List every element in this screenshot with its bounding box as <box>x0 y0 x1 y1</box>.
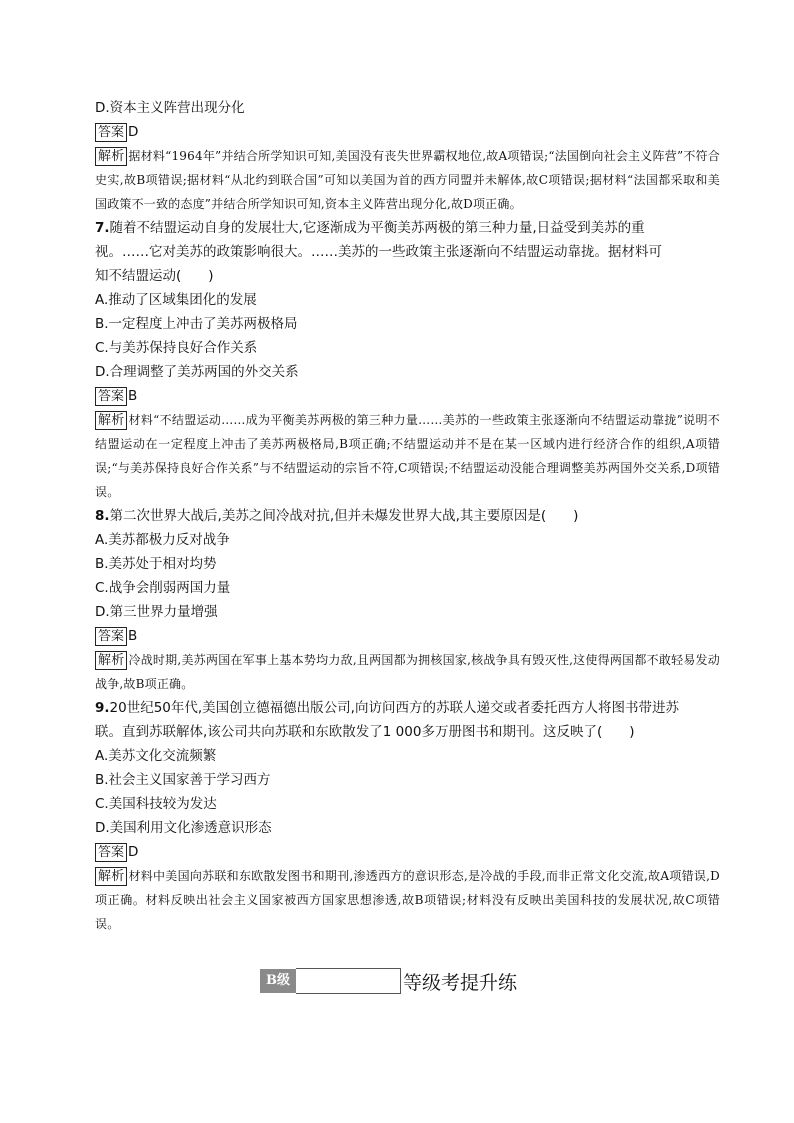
document-page <box>95 96 720 936</box>
q7-stem <box>95 216 720 240</box>
q9-option-a: A.美苏文化交流频繁 <box>95 748 217 764</box>
answer-value: B <box>128 388 138 404</box>
answer-tag: 答案 <box>95 123 127 142</box>
explanation-text: 材料中美国向苏联和东欧散发图书和期刊,渗透西方的意识形态,是冷战的手段,而非正常文化交流,故A项错误,D项正确。材料反映出社会主义国家被西方国家思想渗透,故B项错误;材料没有反映出美国科技的发展状况,故C项错误。 <box>95 869 720 931</box>
q7-option-b: B.一定程度上冲击了美苏两极格局 <box>95 316 298 332</box>
q7-answer <box>95 384 720 408</box>
q9-option-b: B.社会主义国家善于学习西方 <box>95 772 271 788</box>
q9-explanation <box>95 864 720 936</box>
q7-option-d: D.合理调整了美苏两国的外交关系 <box>95 364 299 380</box>
answer-tag: 答案 <box>95 627 127 646</box>
question-number: 7. <box>95 220 110 236</box>
q8-option-b: B.美苏处于相对均势 <box>95 556 217 572</box>
q9-stem-line1: 20世纪50年代,美国创立德福德出版公司,向访问西方的苏联人递交或者委托西方人将图书带进苏 <box>109 700 679 716</box>
explanation-tag: 解析 <box>95 147 127 166</box>
q7-option-a: A.推动了区域集团化的发展 <box>95 292 257 308</box>
q8-option-a: A.美苏都极力反对战争 <box>95 532 230 548</box>
q8-stem <box>95 504 720 528</box>
explanation-text: 据材料“1964年”并结合所学知识可知,美国没有丧失世界霸权地位,故A项错误;“法国倒向社会主义阵营”不符合史实,故B项错误;据材料“从北约到联合国”可知以美国为首的西方同盟并未解体,故C项错误;据材料“法国都采取和美国政策不一致的态度”并结合所学知识可知,资本主义阵营出现分化,故D项正确。 <box>95 149 720 211</box>
q9-option-d: D.美国利用文化渗透意识形态 <box>95 820 272 836</box>
q9-stem <box>95 696 720 720</box>
section-blank-box <box>296 968 401 994</box>
q8-option-d: D.第三世界力量增强 <box>95 604 218 620</box>
explanation-text: 材料“不结盟运动……成为平衡美苏两极的第三种力量……美苏的一些政策主张逐渐向不结盟运动靠拢”说明不结盟运动在一定程度上冲击了美苏两极格局,B项正确;不结盟运动并不是在某一区域内进行经济合作的组织,A项错误;“与美苏保持良好合作关系”与不结盟运动的宗旨不符,C项错误;不结盟运动没能合理调整美苏两国外交关系,D项错误。 <box>95 413 720 499</box>
answer-value: B <box>128 628 138 644</box>
answer-value: D <box>128 124 139 140</box>
explanation-text: 冷战时期,美苏两国在军事上基本势均力敌,且两国都为拥核国家,核战争具有毁灭性,这使得两国都不敢轻易发动战争,故B项正确。 <box>95 653 720 691</box>
level-badge: B级 <box>260 969 296 993</box>
q7-stem-line1: 随着不结盟运动自身的发展壮大,它逐渐成为平衡美苏两极的第三种力量,日益受到美苏的重 <box>109 220 645 236</box>
q7-stem-line3: 知不结盟运动( ) <box>95 268 214 284</box>
q7-explanation <box>95 408 720 504</box>
explanation-tag: 解析 <box>95 867 127 886</box>
q9-option-c: C.美国科技较为发达 <box>95 796 217 812</box>
q8-option-c: C.战争会削弱两国力量 <box>95 580 231 596</box>
q8-stem-text: 第二次世界大战后,美苏之间冷战对抗,但并未爆发世界大战,其主要原因是( ) <box>109 508 579 524</box>
q9-stem-line2: 联。直到苏联解体,该公司共向苏联和东欧散发了1 000多万册图书和期刊。这反映了( ) <box>95 724 635 740</box>
answer-tag: 答案 <box>95 387 127 406</box>
question-number: 9. <box>95 700 110 716</box>
q8-explanation <box>95 648 720 696</box>
answer-value: D <box>128 844 139 860</box>
explanation-tag: 解析 <box>95 411 127 430</box>
q8-answer <box>95 624 720 648</box>
q6-explanation <box>95 144 720 216</box>
q6-answer <box>95 120 720 144</box>
question-number: 8. <box>95 508 110 524</box>
section-title: 等级考提升练 <box>403 971 518 994</box>
q7-option-c: C.与美苏保持良好合作关系 <box>95 340 258 356</box>
section-header <box>260 968 517 994</box>
answer-tag: 答案 <box>95 843 127 862</box>
q9-answer <box>95 840 720 864</box>
q7-stem-line2: 视。……它对美苏的政策影响很大。……美苏的一些政策主张逐渐向不结盟运动靠拢。据材料可 <box>95 244 662 260</box>
explanation-tag: 解析 <box>95 651 127 670</box>
q6-option-d: D.资本主义阵营出现分化 <box>95 100 245 116</box>
